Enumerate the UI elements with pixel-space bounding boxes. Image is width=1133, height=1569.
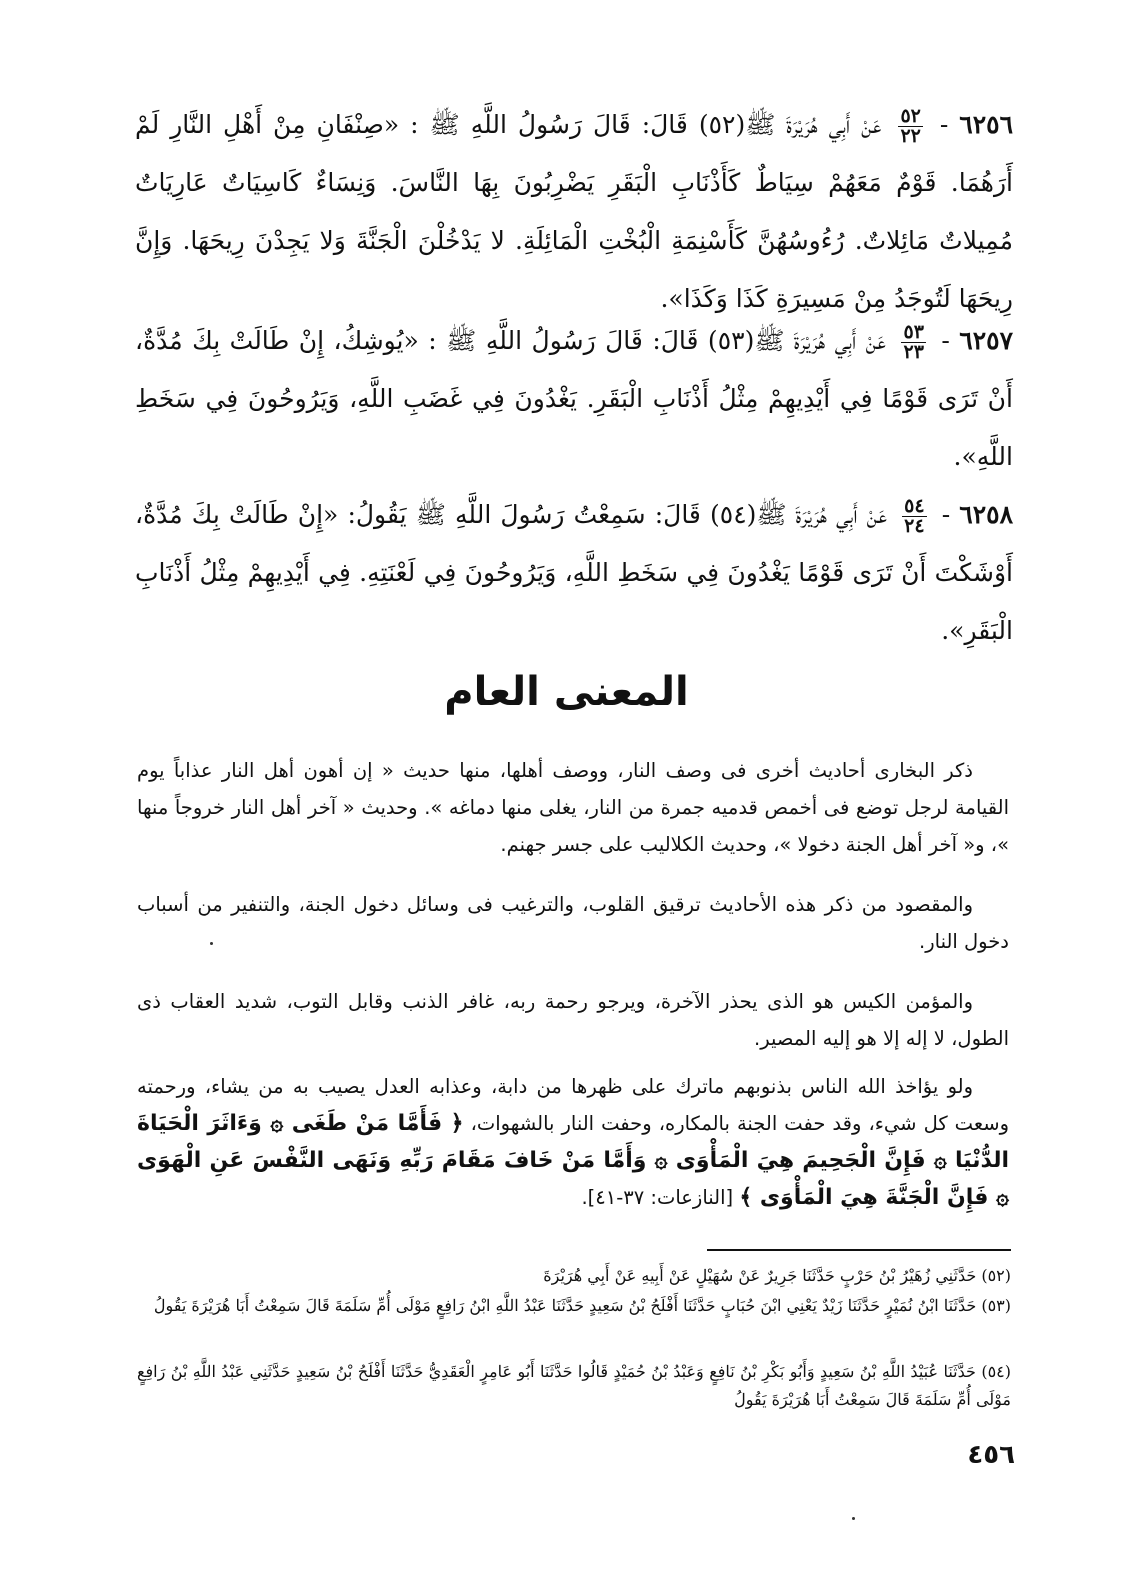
paragraph: والمقصود من ذكر هذه الأحاديث ترقيق القلوب، والترغيب فى وسائل دخول الجنة، والتنفير من أسباب دخول النار. (137, 893, 1009, 953)
hadith-text: عَنْ أَبِي هُرَيْرَةَ ﷺ(٥٤) قَالَ: سَمِعْتُ رَسُولَ اللَّهِ ﷺ يَقُولُ: «إِنْ طَالَتْ بِكَ مُدَّةٌ، أَوْشَكْتَ أَنْ تَرَى قَوْمًا يَغْدُونَ فِي سَخَطِ اللَّهِ، وَيَرُوحُونَ فِي لَعْنَتِهِ. فِي أَيْدِيهِمْ مِثْلُ أَذْنَابِ الْبَقَرِ». (135, 500, 1013, 645)
paragraph: والمؤمن الكيس هو الذى يحذر الآخرة، ويرجو رحمة ربه، غافر الذنب وقابل التوب، شديد العقاب ذى الطول، لا إله إلا هو إليه المصير. (137, 990, 1009, 1050)
hadith-number: ٦٢٥٧ (959, 326, 1014, 355)
hadith-6257: ٦٢٥٧ - $\frac{٥٣}{٢٣}$ عَنْ أَبِي هُرَيْرَةَ ﷺ(٥٣) قَالَ: قَالَ رَسُولُ اللَّهِ ﷺ : «يُوشِكُ، إِنْ طَالَتْ بِكَ مُدَّةٌ، أَنْ تَرَى قَوْمًا فِي أَيْدِيهِمْ مِثْلُ أَذْنَابِ الْبَقَرِ. يَغْدُونَ فِي غَضَبِ اللَّهِ، وَيَرُوحُونَ فِي سَخَطِ اللَّهِ». (135, 321, 1014, 471)
hadith-text: عَنْ أَبِي هُرَيْرَةَ ﷺ(٥٣) قَالَ: قَالَ رَسُولُ اللَّهِ ﷺ : «يُوشِكُ، إِنْ طَالَتْ بِكَ مُدَّةٌ، أَنْ تَرَى قَوْمًا فِي أَيْدِيهِمْ مِثْلُ أَذْنَابِ الْبَقَرِ. يَغْدُونَ فِي غَضَبِ اللَّهِ، وَيَرُوحُونَ فِي سَخَطِ اللَّهِ». (135, 326, 1013, 471)
section-heading: المعنى العام (444, 669, 689, 715)
paragraph (137, 1068, 1009, 1216)
scan-speck (852, 1517, 855, 1520)
quran-verse: ﴿ فَأَمَّا مَنْ طَغَى ۞ وَءَاثَرَ الْحَيَاةَ الدُّنْيَا ۞ فَإِنَّ الْجَحِيمَ هِيَ الْمَأْوَى ۞ وَأَمَّا مَنْ خَافَ مَقَامَ رَبِّهِ وَنَهَى النَّفْسَ عَنِ الْهَوَى ۞ فَإِنَّ الْجَنَّةَ هِيَ الْمَأْوَى ﴾ (137, 1111, 1009, 1210)
hadith-number: ٦٢٥٦ (959, 110, 1014, 139)
footnote: (٥٣) حَدَّثَنَا ابْنُ نُمَيْرٍ حَدَّثَنَا زَيْدٌ يَعْنِي ابْنَ حُبَابٍ حَدَّثَنَا أَفْلَحُ بْنُ سَعِيدٍ حَدَّثَنَا عَبْدُ اللَّهِ ابْنُ رَافِعٍ مَوْلَى أُمِّ سَلَمَةَ قَالَ سَمِعْتُ أَبَا هُرَيْرَةَ يَقُولُ (153, 1296, 1011, 1315)
verse-reference: [النازعات: ٣٧-٤١]. (581, 1186, 740, 1209)
hadith-6258: ٦٢٥٨ - $\frac{٥٤}{٢٤}$ عَنْ أَبِي هُرَيْرَةَ ﷺ(٥٤) قَالَ: سَمِعْتُ رَسُولَ اللَّهِ ﷺ يَقُولُ: «إِنْ طَالَتْ بِكَ مُدَّةٌ، أَوْشَكْتَ أَنْ تَرَى قَوْمًا يَغْدُونَ فِي سَخَطِ اللَّهِ، وَيَرُوحُونَ فِي لَعْنَتِهِ. فِي أَيْدِيهِمْ مِثْلُ أَذْنَابِ الْبَقَرِ». (135, 495, 1013, 645)
footnote-divider (707, 1249, 1011, 1251)
scan-speck (210, 942, 213, 945)
footnote: (٥٢) حَدَّثَنِي زُهَيْرُ بْنُ حَرْبٍ حَدَّثَنَا جَرِيرٌ عَنْ سُهَيْلٍ عَنْ أَبِيهِ عَنْ أَبِي هُرَيْرَةَ (543, 1266, 1011, 1285)
hadith-number: ٦٢٥٨ (959, 500, 1013, 529)
hadith-reference: $\frac{٥٢}{٢٢}$ (900, 105, 921, 147)
hadith-reference: $\frac{٥٣}{٢٣}$ (903, 321, 924, 363)
footnote: (٥٤) حَدَّثَنَا عُبَيْدُ اللَّهِ بْنُ سَعِيدٍ وَأَبُو بَكْرِ بْنُ نَافِعٍ وَعَبْدُ بْنُ حُمَيْدٍ قَالُوا حَدَّثَنَا أَبُو عَامِرٍ الْعَقَدِيُّ حَدَّثَنَا أَفْلَحُ بْنُ سَعِيدٍ حَدَّثَنِي عَبْدُ اللَّهِ بْنُ رَافِعٍ مَوْلَى أُمِّ سَلَمَةَ قَالَ سَمِعْتُ أَبَا هُرَيْرَةَ يَقُولُ (137, 1362, 1012, 1409)
paragraph-text: ولو يؤاخذ الله الناس بذنوبهم ماترك على ظهرها من دابة، وعذابه العدل يصيب به من يشاء، ورحمته وسعت كل شيء، وقد حفت الجنة بالمكاره، وحفت النار بالشهوات، (137, 1075, 1009, 1135)
page-number: ٤٥٦ (967, 1440, 1015, 1470)
hadith-6256: ٦٢٥٦ - $\frac{٥٢}{٢٢}$ عَنْ أَبِي هُرَيْرَةَ ﷺ(٥٢) قَالَ: قَالَ رَسُولُ اللَّهِ ﷺ : «صِنْفَانِ مِنْ أَهْلِ النَّارِ لَمْ أَرَهُمَا. قَوْمٌ مَعَهُمْ سِيَاطٌ كَأَذْنَابِ الْبَقَرِ يَضْرِبُونَ بِهَا النَّاسَ. وَنِسَاءٌ كَاسِيَاتٌ عَارِيَاتٌ مُمِيلاتٌ مَائِلاتٌ. رُءُوسُهُنَّ كَأَسْنِمَةِ الْبُخْتِ الْمَائِلَةِ. لا يَدْخُلْنَ الْجَنَّةَ وَلا يَجِدْنَ رِيحَهَا. وَإِنَّ رِيحَهَا لَتُوجَدُ مِنْ مَسِيرَةِ كَذَا وَكَذَا». (135, 105, 1014, 313)
hadith-reference: $\frac{٥٤}{٢٤}$ (904, 495, 925, 537)
paragraph: ذكر البخارى أحاديث أخرى فى وصف النار، ووصف أهلها، منها حديث « إن أهون أهل النار عذاباً يوم القيامة لرجل توضع فى أخمص قدميه جمرة من النار، يغلى منها دماغه ». وحديث « آخر أهل النار خروجاً منها »، و« آخر أهل الجنة دخولا »، وحديث الكلاليب على جسر جهنم. (137, 759, 1009, 856)
hadith-text: عَنْ أَبِي هُرَيْرَةَ ﷺ(٥٢) قَالَ: قَالَ رَسُولُ اللَّهِ ﷺ : «صِنْفَانِ مِنْ أَهْلِ النَّارِ لَمْ أَرَهُمَا. قَوْمٌ مَعَهُمْ سِيَاطٌ كَأَذْنَابِ الْبَقَرِ يَضْرِبُونَ بِهَا النَّاسَ. وَنِسَاءٌ كَاسِيَاتٌ عَارِيَاتٌ مُمِيلاتٌ مَائِلاتٌ. رُءُوسُهُنَّ كَأَسْنِمَةِ الْبُخْتِ الْمَائِلَةِ. لا يَدْخُلْنَ الْجَنَّةَ وَلا يَجِدْنَ رِيحَهَا. وَإِنَّ رِيحَهَا لَتُوجَدُ مِنْ مَسِيرَةِ كَذَا وَكَذَا». (135, 110, 1013, 313)
